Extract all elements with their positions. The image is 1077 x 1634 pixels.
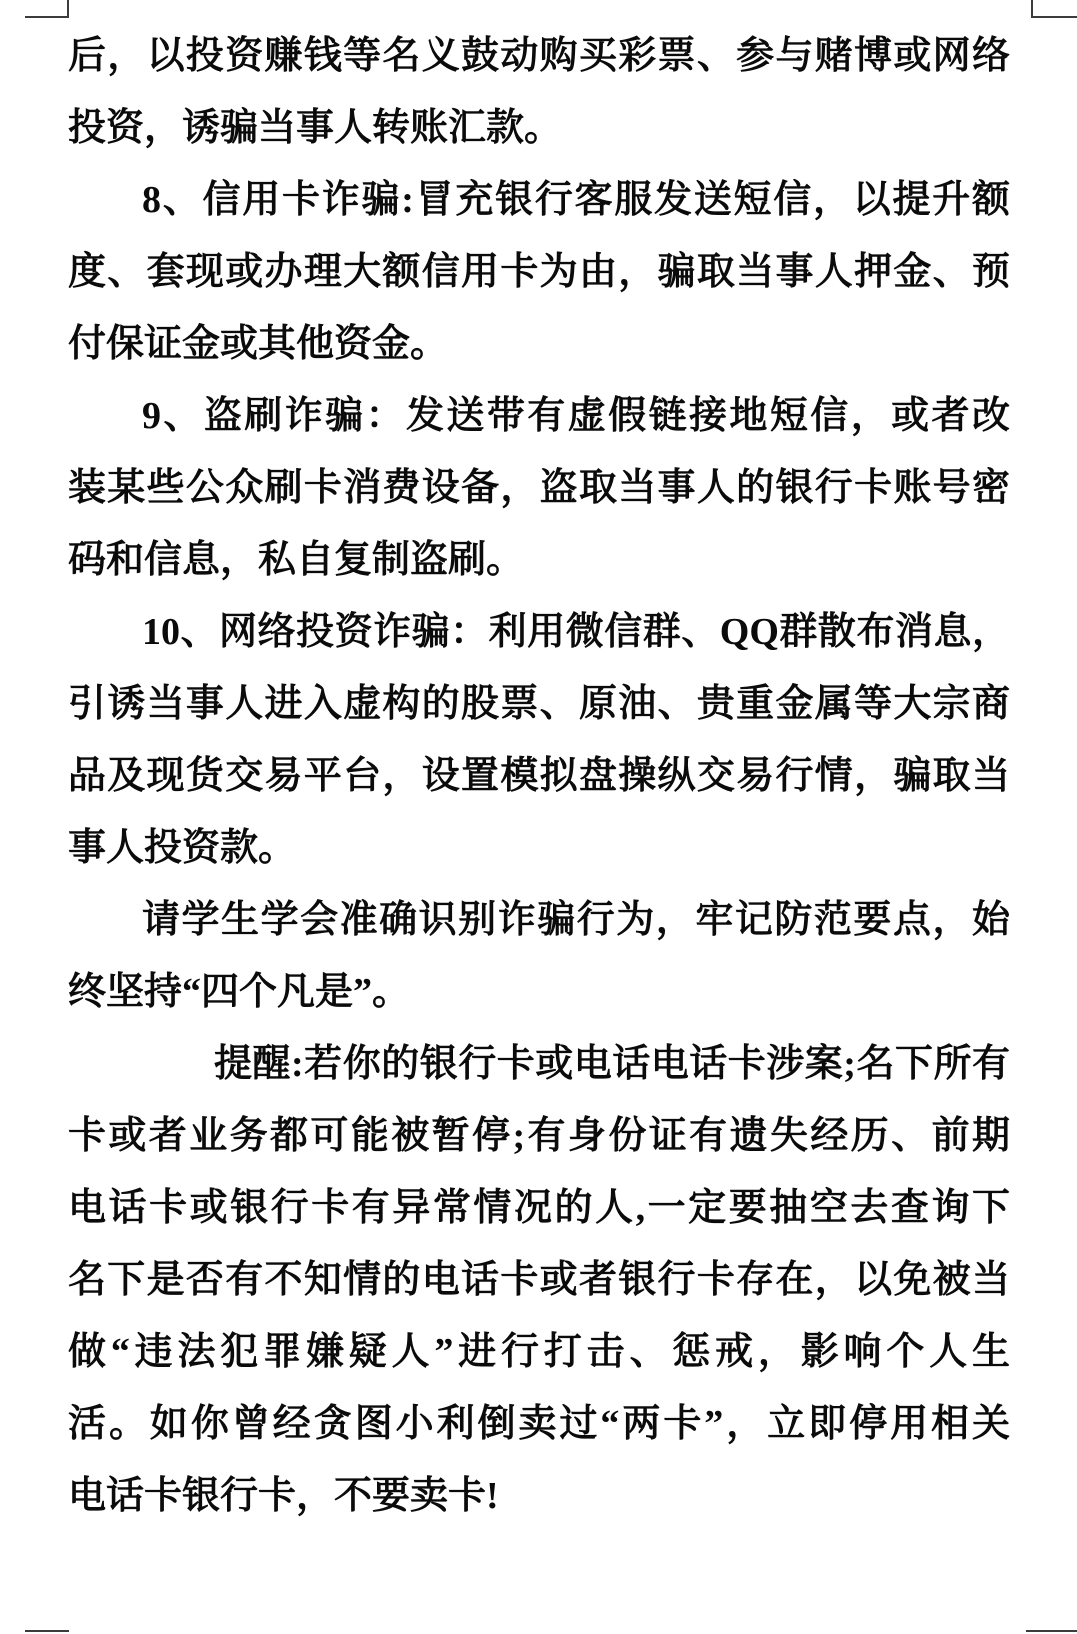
- text-line-12: 事人投资款。: [68, 827, 297, 869]
- text-line-7: 装某些公众刷卡消费设备，盗取当事人的银行卡账号密: [68, 467, 1010, 509]
- corner-crop-mark-top-right-icon: [1031, 0, 1077, 18]
- text-line-17: 电话卡或银行卡有异常情况的人,一定要抽空去查询下: [68, 1187, 1010, 1229]
- text-line-6: 9、盗刷诈骗：发送带有虚假链接地短信，或者改: [142, 395, 1010, 437]
- text-line-20: 活。如你曾经贪图小利倒卖过“两卡”，立即停用相关: [68, 1403, 1010, 1445]
- text-line-15: 提醒:若你的银行卡或电话电话卡涉案;名下所有: [214, 1043, 1010, 1085]
- document-text-body: [68, 20, 1010, 1532]
- text-line-5: 付保证金或其他资金。: [68, 323, 449, 365]
- text-line-16: 卡或者业务都可能被暂停;有身份证有遗失经历、前期: [68, 1115, 1010, 1157]
- text-line-4: 度、套现或办理大额信用卡为由，骗取当事人押金、预: [68, 251, 1010, 293]
- text-line-18: 名下是否有不知情的电话卡或者银行卡存在，以免被当: [68, 1259, 1010, 1301]
- text-line-13: 请学生学会准确识别诈骗行为，牢记防范要点，始: [142, 899, 1010, 941]
- text-line-2: 投资，诱骗当事人转账汇款。: [68, 107, 563, 149]
- text-line-1: 后，以投资赚钱等名义鼓动购买彩票、参与赌博或网络: [68, 35, 1010, 77]
- text-line-10: 引诱当事人进入虚构的股票、原油、贵重金属等大宗商: [68, 683, 1010, 725]
- corner-crop-mark-top-left-icon: [25, 0, 69, 18]
- text-line-21: 电话卡银行卡，不要卖卡!: [68, 1475, 499, 1517]
- text-line-14: 终坚持“四个凡是”。: [68, 971, 411, 1013]
- text-line-9: 10、网络投资诈骗：利用微信群、QQ群散布消息，: [142, 611, 1010, 653]
- corner-crop-mark-bottom-left-icon: [25, 1630, 69, 1632]
- corner-crop-mark-bottom-right-icon: [1026, 1630, 1077, 1632]
- text-line-11: 品及现货交易平台，设置模拟盘操纵交易行情，骗取当: [68, 755, 1010, 797]
- text-line-3: 8、信用卡诈骗:冒充银行客服发送短信，以提升额: [142, 179, 1010, 221]
- text-line-8: 码和信息，私自复制盗刷。: [68, 539, 525, 581]
- text-line-19: 做“违法犯罪嫌疑人”进行打击、惩戒，影响个人生: [68, 1331, 1010, 1373]
